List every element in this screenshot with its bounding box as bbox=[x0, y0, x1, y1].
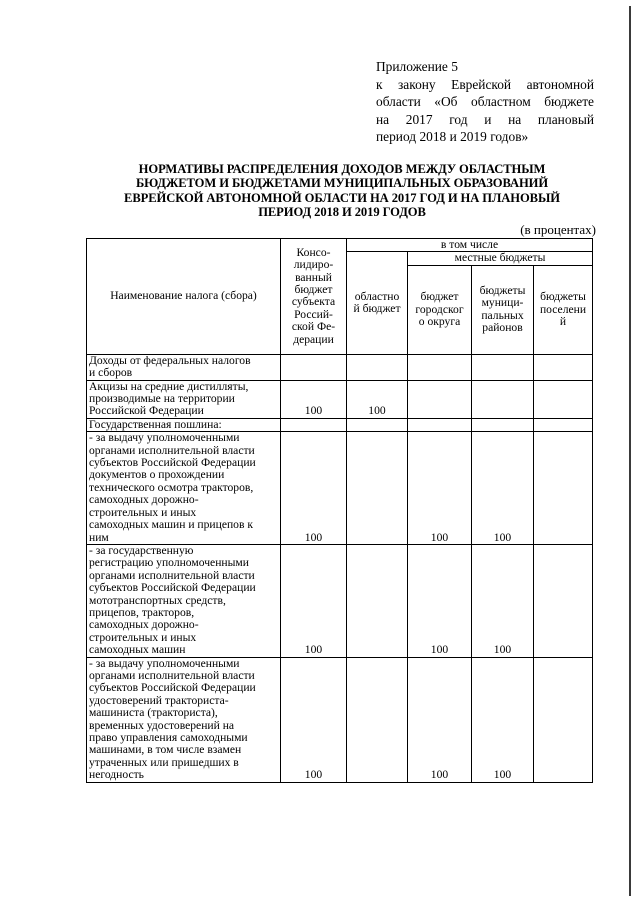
tax-name-line: органами исполнительной власти bbox=[89, 568, 255, 582]
tax-name-line: самоходных машин bbox=[89, 643, 186, 657]
rate-cell-urban bbox=[408, 418, 472, 431]
tax-name-line: самоходных дорожно- bbox=[89, 618, 199, 632]
tax-name-cell bbox=[87, 380, 281, 418]
tax-name-line: негодность bbox=[89, 768, 144, 782]
tax-name-line: машинами, в том числе взамен bbox=[89, 743, 242, 757]
tax-name-line: субъектов Российской Федерации bbox=[89, 581, 256, 595]
title-line: ЕВРЕЙСКОЙ АВТОНОМНОЙ ОБЛАСТИ НА 2017 ГОД И НА ПЛАНОВЫЙ bbox=[124, 190, 560, 205]
rate-cell-urban: 100 bbox=[408, 657, 472, 782]
header-settlement bbox=[534, 265, 593, 354]
header-line: лидиро- bbox=[293, 258, 334, 272]
appendix-line: Приложение 5 bbox=[376, 59, 458, 74]
rate-cell-consolidated bbox=[281, 418, 347, 431]
rate-cell-consolidated bbox=[281, 354, 347, 380]
tax-name-line: машиниста (тракториста), bbox=[89, 706, 218, 720]
tax-name-line: органами исполнительной власти bbox=[89, 443, 255, 457]
tax-name-line: Российской Федерации bbox=[89, 404, 204, 418]
rate-cell-regional bbox=[347, 418, 408, 431]
rate-cell-municipal bbox=[472, 380, 534, 418]
tax-name-line: удостоверений тракториста- bbox=[89, 693, 229, 707]
tax-name-line: прицепов, тракторов, bbox=[89, 605, 195, 619]
header-line: бюджет bbox=[420, 290, 459, 304]
tax-name-line: субъектов Российской Федерации bbox=[89, 681, 256, 695]
rate-cell-regional bbox=[347, 354, 408, 380]
tax-name-line: утраченных или пришедших в bbox=[89, 755, 239, 769]
rate-cell-regional: 100 bbox=[347, 380, 408, 418]
rate-cell-settlement bbox=[534, 432, 593, 545]
rate-cell-regional bbox=[347, 432, 408, 545]
rate-cell-settlement bbox=[534, 380, 593, 418]
appendix-line: области «Об областном бюджете bbox=[376, 94, 594, 110]
appendix-line: к закону Еврейской автономной bbox=[376, 76, 594, 92]
table-row bbox=[87, 432, 593, 545]
appendix-line: на 2017 год и на плановый bbox=[376, 111, 594, 127]
header-line: Россий- bbox=[294, 307, 333, 321]
rate-cell-consolidated: 100 bbox=[281, 380, 347, 418]
header-line: о округа bbox=[418, 315, 461, 329]
header-consolidated bbox=[281, 239, 347, 355]
tax-name-line: мототранспортных средств, bbox=[89, 593, 226, 607]
tax-name-line: - за выдачу уполномоченными bbox=[89, 431, 240, 445]
header-tax-name: Наименование налога (сбора) bbox=[87, 239, 281, 355]
title-line: БЮДЖЕТОМ И БЮДЖЕТАМИ МУНИЦИПАЛЬНЫХ ОБРАЗОВАНИЙ bbox=[135, 176, 549, 191]
scan-edge-line bbox=[629, 6, 631, 896]
distribution-table bbox=[86, 238, 593, 783]
rate-cell-regional bbox=[347, 544, 408, 657]
tax-name-line: самоходных дорожно- bbox=[89, 493, 199, 507]
tax-name-line: - за выдачу уполномоченными bbox=[89, 656, 240, 670]
table-row bbox=[87, 544, 593, 657]
rate-cell-municipal bbox=[472, 354, 534, 380]
table-row bbox=[87, 354, 593, 380]
tax-name-line: самоходных машин и прицепов к bbox=[89, 518, 253, 532]
appendix-note bbox=[376, 58, 594, 146]
tax-name-line: строительных и иных bbox=[89, 505, 197, 519]
rate-cell-consolidated: 100 bbox=[281, 544, 347, 657]
tax-name-cell bbox=[87, 432, 281, 545]
rate-cell-consolidated: 100 bbox=[281, 657, 347, 782]
header-urban bbox=[408, 265, 472, 354]
table-row bbox=[87, 380, 593, 418]
rate-cell-urban: 100 bbox=[408, 544, 472, 657]
tax-name-cell bbox=[87, 418, 281, 431]
header-line: бюджеты bbox=[540, 290, 586, 304]
tax-name-line: Доходы от федеральных налогов bbox=[89, 353, 251, 367]
rate-cell-urban bbox=[408, 354, 472, 380]
tax-name-line: технического осмотра тракторов, bbox=[89, 480, 254, 494]
header-line: областно bbox=[354, 289, 400, 303]
tax-name-line: документов о прохождении bbox=[89, 468, 225, 482]
tax-name-cell bbox=[87, 544, 281, 657]
header-line: дерации bbox=[293, 332, 334, 346]
rate-cell-municipal: 100 bbox=[472, 657, 534, 782]
header-line: й bbox=[559, 315, 567, 329]
rate-cell-consolidated: 100 bbox=[281, 432, 347, 545]
rate-cell-municipal: 100 bbox=[472, 432, 534, 545]
tax-name-line: субъектов Российской Федерации bbox=[89, 456, 256, 470]
tax-name-line: ним bbox=[89, 530, 109, 544]
header-line: поселени bbox=[539, 302, 587, 316]
header-line: субъекта bbox=[291, 295, 336, 309]
header-line: городског bbox=[415, 302, 464, 316]
tax-name-line: регистрацию уполномоченными bbox=[89, 556, 249, 570]
header-line: бюджеты bbox=[479, 284, 526, 297]
table-row bbox=[87, 418, 593, 431]
header-including: в том числе bbox=[347, 239, 593, 252]
tax-name-line: Акцизы на средние дистилляты, bbox=[89, 379, 249, 393]
rate-cell-settlement bbox=[534, 657, 593, 782]
tax-name-line: право управления самоходными bbox=[89, 731, 248, 744]
header-line: й бюджет bbox=[353, 302, 401, 316]
unit-label: (в процентах) bbox=[520, 222, 596, 237]
header-local: местные бюджеты bbox=[408, 252, 593, 265]
header-line: районов bbox=[482, 321, 523, 335]
tax-name-cell bbox=[87, 354, 281, 380]
tax-name-line: строительных и иных bbox=[89, 630, 197, 644]
tax-name-line: производимые на территории bbox=[89, 392, 235, 406]
header-line: муници- bbox=[481, 296, 524, 310]
tax-name-cell bbox=[87, 657, 281, 782]
rate-cell-municipal: 100 bbox=[472, 544, 534, 657]
header-line: Консо- bbox=[296, 245, 331, 259]
table-row bbox=[87, 657, 593, 782]
document-title bbox=[88, 162, 596, 220]
header-regional bbox=[347, 252, 408, 354]
title-line: НОРМАТИВЫ РАСПРЕДЕЛЕНИЯ ДОХОДОВ МЕЖДУ ОБЛАСТНЫМ bbox=[138, 162, 546, 176]
rate-cell-urban bbox=[408, 380, 472, 418]
rate-cell-municipal bbox=[472, 418, 534, 431]
tax-name-line: - за государственную bbox=[89, 543, 194, 557]
tax-name-line: и сборов bbox=[89, 366, 133, 380]
tax-name-line: временных удостоверений на bbox=[89, 718, 235, 732]
tax-name-line: Государственная пошлина: bbox=[89, 417, 222, 431]
title-line: ПЕРИОД 2018 И 2019 ГОДОВ bbox=[258, 205, 426, 220]
header-line: бюджет bbox=[294, 283, 333, 296]
header-line: пальных bbox=[481, 308, 524, 322]
tax-name-line: органами исполнительной власти bbox=[89, 668, 255, 682]
rate-cell-settlement bbox=[534, 544, 593, 657]
appendix-line: период 2018 и 2019 годов» bbox=[376, 129, 529, 145]
rate-cell-regional bbox=[347, 657, 408, 782]
header-municipal bbox=[472, 265, 534, 354]
rate-cell-settlement bbox=[534, 354, 593, 380]
rate-cell-urban: 100 bbox=[408, 432, 472, 545]
header-line: ской Фе- bbox=[291, 320, 336, 334]
header-line: ванный bbox=[295, 270, 332, 284]
rate-cell-settlement bbox=[534, 418, 593, 431]
